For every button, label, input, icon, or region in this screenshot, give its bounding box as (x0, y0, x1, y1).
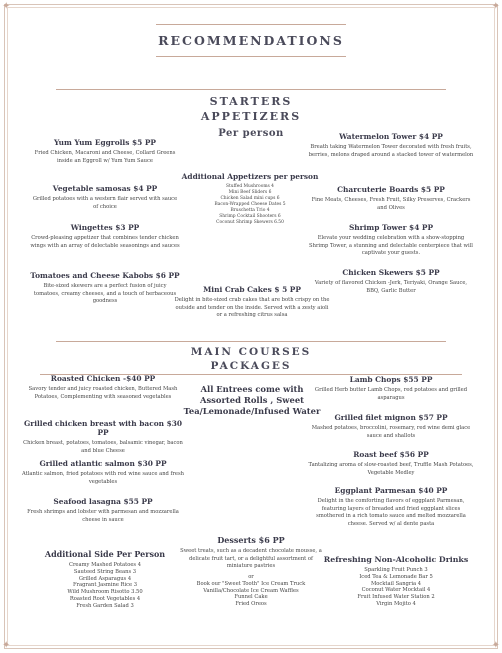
entree-item: Roasted Chicken -$40 PP Savory tender and juicy roasted chicken, Buttered Mash Potatoes, Complementing with seasoned vegetables (28, 374, 178, 400)
desserts-title: Desserts $6 PP (217, 535, 285, 545)
entree-item: Seafood lasagna $55 PP Fresh shrimps and lobster with parmesan and mozzarella cheese in sauce (27, 497, 179, 523)
main-rule-top (56, 341, 446, 342)
corner-ornament-icon: ✦ (2, 1, 11, 12)
drinks-section: Refreshing Non-Alcoholic Drinks Sparkling Fruit Punch 3 Iced Tea & Lemonade Bar 5 Mocktail Sangria 4 Coconut Water Mocktail 4 Fruit Infused Water Station 2 Virgin Mojito 4 (316, 555, 476, 608)
entree-item: Lamb Chops $55 PP Grilled Herb butter Lamb Chops, red potatoes and grilled asparagus (314, 375, 468, 401)
entree-item: Grilled chicken breast with bacon $30 PP Chicken breast, potatoes, tomatoes, balsamic vinegar, bacon and blue Cheese (23, 419, 183, 454)
sides-title: Additional Side Per Person (44, 549, 166, 559)
starter-item: Chicken Skewers $5 PP Variety of flavored Chicken -Jerk, Teriyaki, Orange Sauce, BBQ, Garlic Butter (314, 268, 468, 294)
header-box (158, 24, 344, 56)
corner-ornament-icon: ✦ (491, 1, 500, 12)
starter-item: Charcuterie Boards $5 PP Fine Meats, Cheeses, Fresh Fruit, Silky Preserves, Crackers and Olives (311, 185, 471, 211)
appetizers-title: APPETIZERS (200, 110, 302, 123)
starter-item: Tomatoes and Cheese Kabobs $6 PP Bite-sized skewers are a perfect fusion of juicy tomatoes, creamy cheeses, and a touch of herbaceous goodness (30, 271, 180, 305)
header-rule-bottom (156, 56, 346, 57)
starters-title: STARTERS (209, 95, 293, 108)
starters-rule-top (56, 89, 446, 90)
additional-appetizers: Additional Appetizers per person Stuffed Mushrooms 4 Mini Beef Sliders 6 Chicken Salad mini cups 6 Bacon-Wrapped Cheese Dates 5 Bruschetta Trio 4 Shrimp Cocktail Shooters 6 Coconut Shrimp Skewers 6.50 (181, 172, 319, 225)
corner-ornament-icon: ✦ (491, 640, 500, 651)
entree-item: Grilled atlantic salmon $30 PP Atlantic salmon, fried potatoes with red wine sauce and fresh vegetables (22, 459, 184, 485)
entree-item: Eggplant Parmesan $40 PP Delight in the comforting flavors of eggplant Parmesan, featuring layers of breaded and fried eggplant slices smothered in a rich tomato sauce and melted mozzarella cheese. Served w/ al dente pasta (316, 486, 466, 527)
starter-item: Mini Crab Cakes $ 5 PP Delight in bite-sized crab cakes that are both crispy on the outside and tender on the inside. Served with a zesty aioli or a refreshing citrus salsa (174, 285, 330, 319)
starter-item: Shrimp Tower $4 PP Elevate your wedding celebration with a show-stopping Shrimp Tower, a stunning and delectable centerpiece that will captivate your guests. (309, 223, 473, 257)
packages-title: PACKAGES (210, 360, 292, 372)
page-title: RECOMMENDATIONS (158, 32, 344, 48)
desserts-section: Desserts $6 PP Sweet treats, such as a decadent chocolate mousse, a delicate fruit tart, or a delightful assortment of miniature pastries or Book our "Sweet Tooth" Ice Cream Truck Vanilla/Chocolate Ice Cream Waffles Funnel Cake Fried Oreos (176, 535, 326, 607)
starter-item: Vegetable samosas $4 PP Grilled potatoes with a western flair served with sauce of choice (32, 184, 178, 210)
starter-item: Yum Yum Eggrolls $5 PP Fried Chicken, Macaroni and Cheese, Collard Greens inside an Eggroll w/ Yum Yum Sauce (34, 138, 176, 164)
all-entrees-note: All Entrees come with Assorted Rolls , Sweet Tea/Lemonade/Infused Water (183, 384, 321, 416)
starter-item: Watermelon Tower $4 PP Breath taking Watermelon Tower decorated with fresh fruits, berries, melons draped around a stacked tower of watermelon (308, 132, 474, 158)
entree-item: Roast beef $56 PP Tantalizing aroma of slow-roasted beef, Truffle Mash Potatoes, Vegetable Medley (308, 450, 474, 476)
starter-item: Wingettes $3 PP Crowd-pleasing appetizer that combines tender chicken wings with an array of delectable seasonings and sauces (30, 223, 180, 249)
corner-ornament-icon: ✦ (2, 640, 11, 651)
entree-item: Grilled filet mignon $57 PP Mashed potatoes, broccolini, rosemary, red wine demi glace sauce and shallots (311, 413, 471, 439)
main-courses-title: MAIN COURSES (190, 346, 312, 358)
drinks-title: Refreshing Non-Alcoholic Drinks (323, 555, 469, 564)
per-person-label: Per person (218, 128, 284, 139)
sides-section: Additional Side Per Person Creamy Mashed Potatoes 4 Sauteed String Beans 3 Grilled Asparagus 4 Fragrant Jasmine Rice 3 Wild Mushroom Risotto 3.50 Roasted Root Vegetables 4 Fresh Garden Salad 3 (30, 549, 180, 610)
